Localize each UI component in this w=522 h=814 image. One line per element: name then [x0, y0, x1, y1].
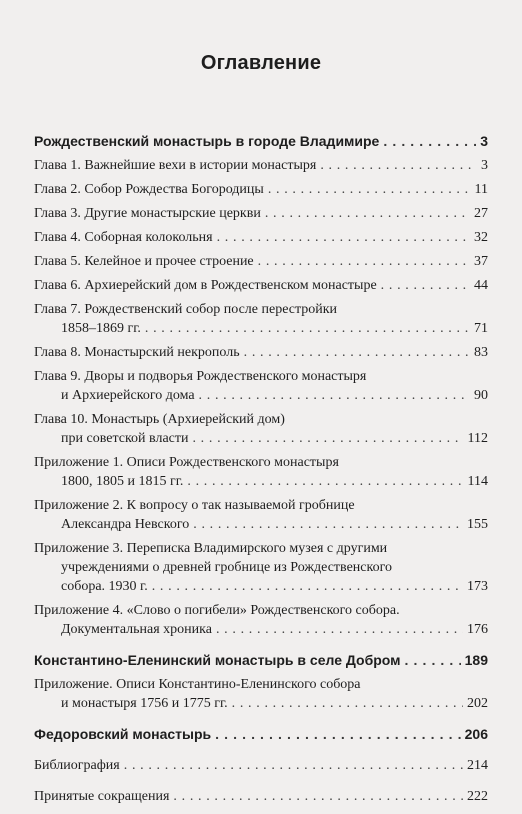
toc-entry-text: Глава 6. Архиерейский дом в Рождественском монастыре: [34, 278, 377, 293]
dot-leader: [265, 204, 470, 223]
toc-entry-text: Глава 7. Рождественский собор после перестройки: [34, 302, 338, 317]
toc-page-number: 32: [474, 230, 488, 245]
toc-entry-text: Глава 8. Монастырский некрополь: [34, 345, 240, 360]
dot-leader: [268, 180, 471, 199]
toc-entry: [34, 539, 488, 596]
toc-entry-text: Приложение. Описи Константино-Еленинского собора: [34, 677, 361, 692]
toc-entry-text: Глава 5. Келейное и прочее строение: [34, 254, 254, 269]
dot-leader: [187, 472, 463, 491]
toc-page-number: 71: [474, 321, 488, 336]
toc-entry-text: Константино-Еленинский монастырь в селе Добром: [34, 652, 401, 668]
toc-entry-text: Документальная хроника: [61, 622, 212, 637]
toc-entry-text: Приложение 2. К вопросу о так называемой гробнице: [34, 498, 355, 513]
dot-leader: [258, 252, 470, 271]
dot-leader: [199, 386, 470, 405]
toc-entry-text: Глава 3. Другие монастырские церкви: [34, 206, 261, 221]
page-title: Оглавление: [200, 52, 322, 74]
toc-page-number: 27: [474, 206, 488, 221]
toc-page-number: 202: [467, 696, 488, 711]
toc-entry: [34, 787, 488, 806]
toc-entry-text: Библиография: [34, 758, 120, 773]
toc-entry-text: при советской власти: [61, 431, 189, 446]
dot-leader: [232, 694, 463, 713]
toc-entry-text: 1858–1869 гг.: [61, 321, 141, 336]
toc-entry: [34, 300, 488, 338]
toc-entry-text: учреждениями о древней гробнице из Рождественского: [61, 560, 392, 575]
toc-entry: [34, 180, 488, 199]
toc-entry: [34, 204, 488, 223]
toc-page-number: 3: [480, 133, 488, 149]
dot-leader: [320, 156, 477, 175]
toc-entry: [34, 228, 488, 247]
toc-entry-text: Глава 2. Собор Рождества Богородицы: [34, 182, 264, 197]
toc-entry: [34, 276, 488, 295]
toc-entry-text: Приложение 3. Переписка Владимирского музея с другими: [34, 541, 388, 556]
toc-page-number: 173: [467, 579, 488, 594]
toc-page-number: 83: [474, 345, 488, 360]
toc-entry-text: Глава 10. Монастырь (Архиерейский дом): [34, 412, 285, 427]
dot-leader: [124, 756, 463, 775]
toc-page-number: 44: [474, 278, 488, 293]
toc-entry-text: собора. 1930 г.: [61, 579, 148, 594]
dot-leader: [192, 429, 463, 448]
dot-leader: [383, 132, 476, 151]
toc-page-number: 112: [467, 431, 488, 446]
toc-page-number: 114: [467, 474, 488, 489]
toc-entry-text: Александра Невского: [61, 517, 190, 532]
toc-entry-text: и монастыря 1756 и 1775 гг.: [61, 696, 228, 711]
dot-leader: [216, 620, 463, 639]
toc-entry: [34, 252, 488, 271]
toc-page-number: 155: [467, 517, 488, 532]
toc-page-number: 189: [464, 652, 488, 668]
dot-leader: [381, 276, 470, 295]
table-of-contents: [34, 132, 488, 811]
toc-entry-text: Принятые сокращения: [34, 789, 170, 804]
toc-page-number: 222: [467, 789, 488, 804]
toc-entry-text: 1800, 1805 и 1815 гг.: [61, 474, 184, 489]
toc-entry: [34, 132, 488, 151]
toc-entry: [34, 453, 488, 491]
toc-entry-text: Рождественский монастырь в городе Владимире: [34, 133, 380, 149]
dot-leader: [173, 787, 463, 806]
toc-page-number: 206: [464, 726, 488, 742]
toc-entry: [34, 756, 488, 775]
toc-entry: [34, 651, 488, 670]
toc-entry-text: Приложение 1. Описи Рождественского монастыря: [34, 455, 339, 470]
toc-entry-text: Глава 4. Соборная колокольня: [34, 230, 213, 245]
toc-entry: [34, 410, 488, 448]
toc-page-number: 90: [474, 388, 488, 403]
toc-entry-text: и Архиерейского дома: [61, 388, 195, 403]
toc-page-number: 214: [467, 758, 488, 773]
toc-entry: [34, 601, 488, 639]
toc-entry-text: Приложение 4. «Слово о погибели» Рождественского собора.: [34, 603, 400, 618]
toc-page-number: 11: [474, 182, 488, 197]
toc-entry-text: Глава 1. Важнейшие вехи в истории монастыря: [34, 158, 317, 173]
dot-leader: [193, 515, 463, 534]
toc-page-number: 37: [474, 254, 488, 269]
toc-entry-text: Федоровский монастырь: [34, 726, 212, 742]
dot-leader: [405, 651, 461, 670]
toc-entry: [34, 725, 488, 744]
toc-page-number: 3: [481, 158, 488, 173]
dot-leader: [244, 343, 470, 362]
toc-entry: [34, 156, 488, 175]
dot-leader: [145, 319, 470, 338]
dot-leader: [152, 577, 463, 596]
toc-entry: [34, 367, 488, 405]
toc-page-number: 176: [467, 622, 488, 637]
toc-entry-text: Глава 9. Дворы и подворья Рождественского монастыря: [34, 369, 367, 384]
dot-leader: [217, 228, 470, 247]
toc-entry: [34, 675, 488, 713]
toc-entry: [34, 343, 488, 362]
toc-entry: [34, 496, 488, 534]
dot-leader: [215, 725, 460, 744]
